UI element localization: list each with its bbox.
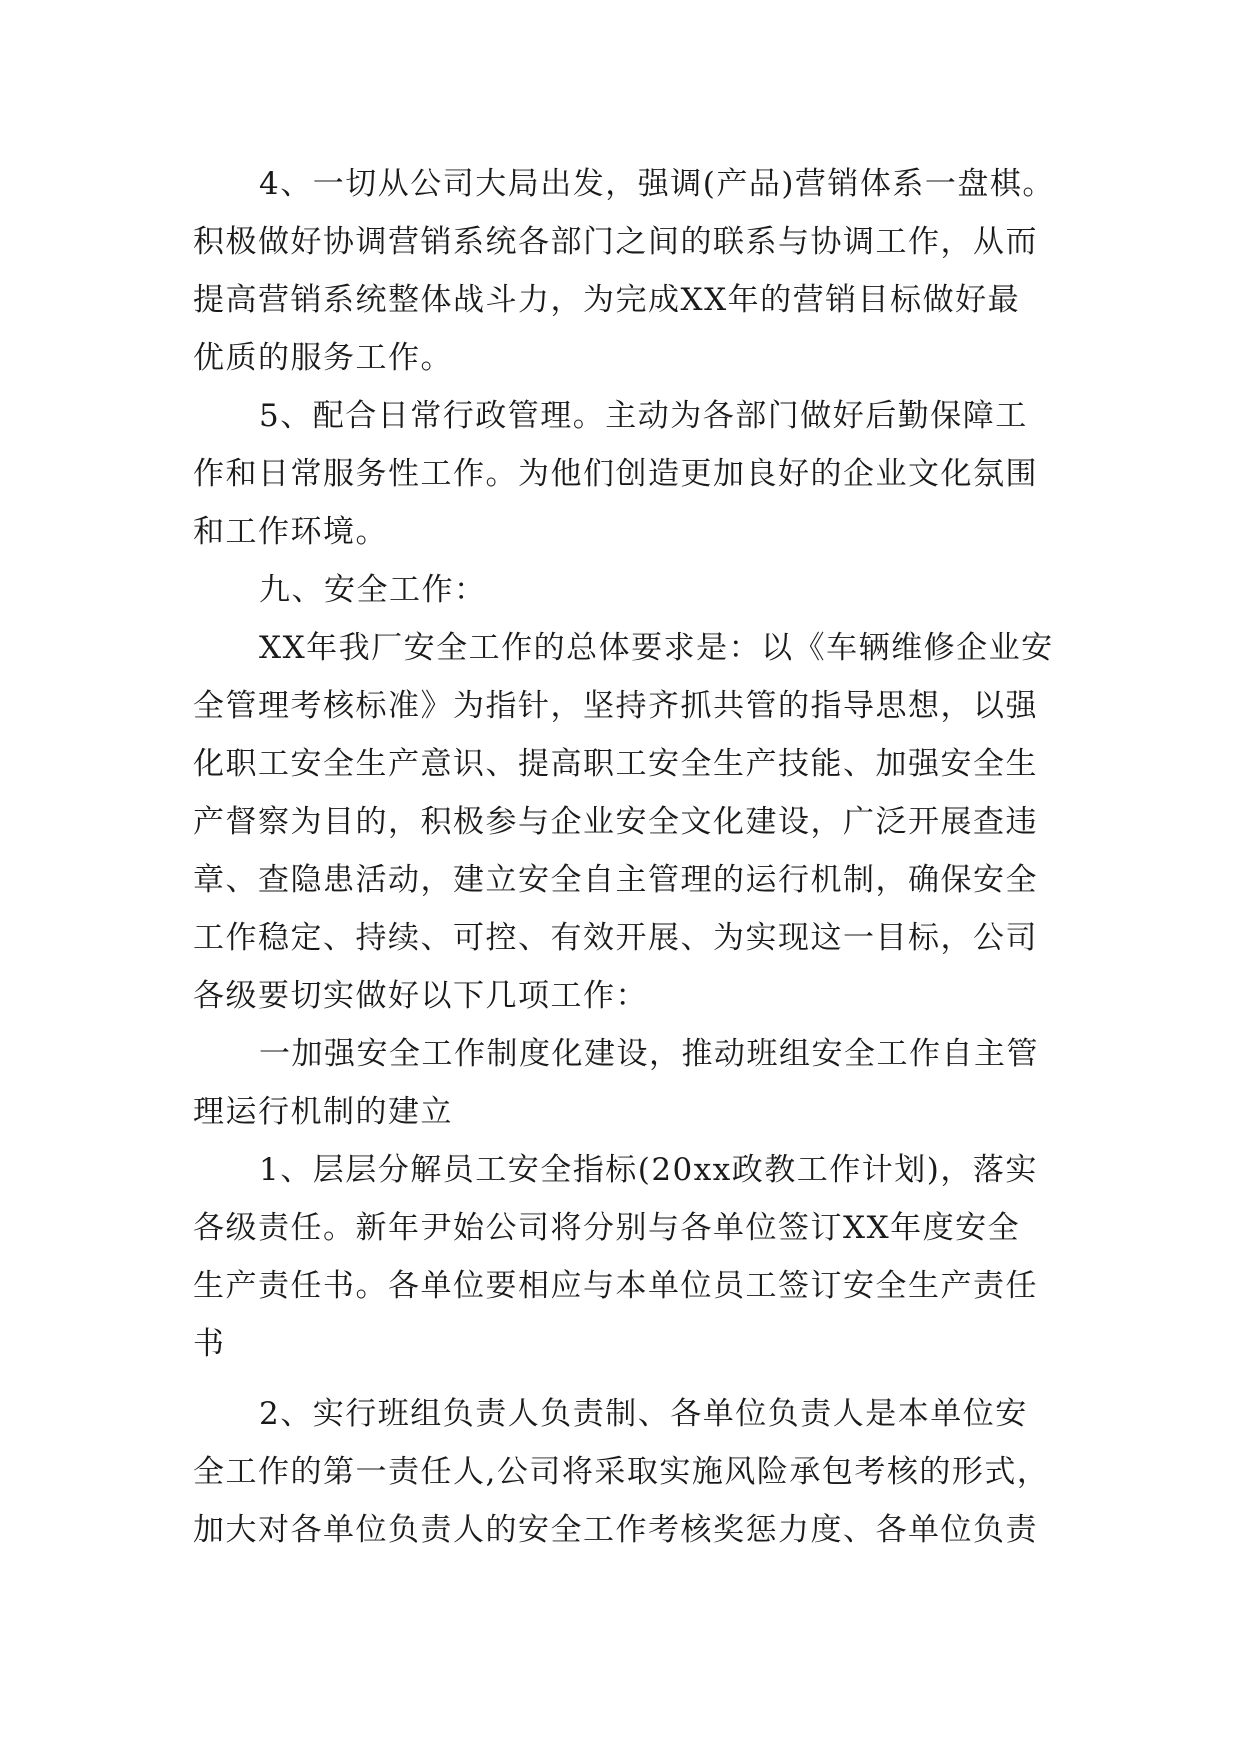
paragraph-line: 工作稳定、持续、可控、有效开展、为实现这一目标，公司 <box>193 920 1038 956</box>
paragraph-line: 一加强安全工作制度化建设，推动班组安全工作自主管 <box>259 1036 1039 1072</box>
paragraph-line: 章、查隐患活动，建立安全自主管理的运行机制，确保安全 <box>193 862 1038 898</box>
paragraph-line: 全工作的第一责任人,公司将采取实施风险承包考核的形式， <box>193 1454 1050 1490</box>
paragraph-line: 化职工安全生产意识、提高职工安全生产技能、加强安全生 <box>193 746 1038 782</box>
paragraph-line: 4、一切从公司大局出发，强调(产品)营销体系一盘棋。 <box>259 166 1055 202</box>
paragraph-line: 加大对各单位负责人的安全工作考核奖惩力度、各单位负责 <box>193 1512 1038 1548</box>
paragraph-line: 理运行机制的建立 <box>193 1094 453 1130</box>
paragraph-line: 书 <box>193 1326 226 1362</box>
document-body <box>193 155 1055 1559</box>
paragraph-gap <box>193 1373 1055 1385</box>
paragraph-line: 积极做好协调营销系统各部门之间的联系与协调工作，从而 <box>193 224 1038 260</box>
paragraph-line: 1、层层分解员工安全指标(20xx政教工作计划)，落实 <box>259 1152 1038 1188</box>
paragraph-line: 和工作环境。 <box>193 514 388 550</box>
paragraph-line: XX年我厂安全工作的总体要求是：以《车辆维修企业安 <box>259 630 1054 666</box>
paragraph-line: 作和日常服务性工作。为他们创造更加良好的企业文化氛围 <box>193 456 1038 492</box>
paragraph-line: 提高营销系统整体战斗力，为完成XX年的营销目标做好最 <box>193 282 1021 318</box>
paragraph-line: 优质的服务工作。 <box>193 340 453 376</box>
paragraph-line: 生产责任书。各单位要相应与本单位员工签订安全生产责任 <box>193 1268 1038 1304</box>
paragraph-line: 5、配合日常行政管理。主动为各部门做好后勤保障工 <box>259 398 1028 434</box>
section-heading: 九、安全工作： <box>259 572 487 608</box>
paragraph-line: 产督察为目的，积极参与企业安全文化建设，广泛开展查违 <box>193 804 1038 840</box>
paragraph-line: 全管理考核标准》为指针，坚持齐抓共管的指导思想，以强 <box>193 688 1038 724</box>
paragraph-line: 各级要切实做好以下几项工作： <box>193 978 648 1014</box>
paragraph-line: 各级责任。新年尹始公司将分别与各单位签订XX年度安全 <box>193 1210 1021 1246</box>
paragraph-line: 2、实行班组负责人负责制、各单位负责人是本单位安 <box>259 1396 1028 1432</box>
